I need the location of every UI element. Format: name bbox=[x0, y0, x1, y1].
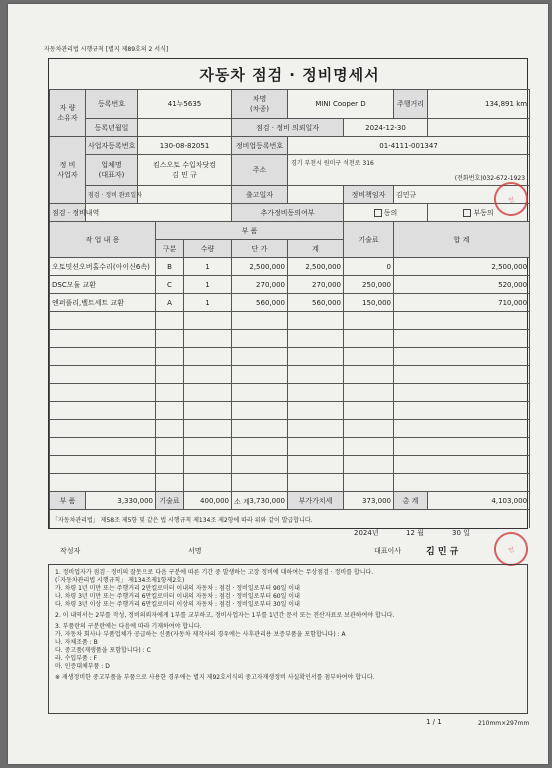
note-line: 가. 자동차 회사나 부품업체가 공급하는 신품(자동차 제작사의 경우에는 사후관리용 보증부품을 포함합니다) : A bbox=[55, 631, 346, 638]
agree-label: 동의 bbox=[383, 208, 398, 217]
completion-date-value bbox=[138, 186, 232, 204]
subtotal-cell bbox=[232, 492, 288, 510]
blank-table-row bbox=[50, 312, 530, 330]
labor-header: 기술료 bbox=[344, 222, 394, 258]
disagree-label: 부동의 bbox=[473, 208, 494, 217]
row-work: DSC모듈 교환 bbox=[50, 276, 156, 294]
blank-table-row bbox=[50, 456, 530, 474]
address-label: 주소 bbox=[232, 155, 288, 186]
row-unit-price: 270,000 bbox=[232, 276, 288, 294]
note-line: 라. 수입부품 : F bbox=[55, 655, 98, 662]
subtotal-value: 3,730,000 bbox=[249, 496, 285, 505]
completion-date-label: 점검 · 정비 완료일자 bbox=[86, 186, 138, 204]
mileage-value: 134,891 km bbox=[428, 90, 530, 119]
blank-table-row bbox=[50, 366, 530, 384]
row-qty: 1 bbox=[184, 276, 232, 294]
model-value: MINI Cooper D bbox=[288, 90, 394, 119]
row-sum: 2,500,000 bbox=[288, 258, 344, 276]
request-date-value: 2024-12-30 bbox=[344, 119, 428, 137]
ceo-label: 대표이사 bbox=[374, 547, 402, 555]
blank-table-row bbox=[50, 420, 530, 438]
consent-label: 추가정비동의여부 bbox=[232, 204, 344, 222]
note-line: 나. 차령 3년 미만 또는 주행거리 6만킬로미터 이내의 자동차 : 점검 · 정비일로부터 60일 이내 bbox=[55, 593, 300, 600]
sum-header: 계 bbox=[288, 240, 344, 258]
address-value: 경기 부천시 원미구 석천로 316 bbox=[291, 160, 374, 167]
repair-content-label: 점검 · 정비내역 bbox=[50, 204, 86, 222]
type-header: 구분 bbox=[156, 240, 184, 258]
blank-table-row bbox=[50, 330, 530, 348]
blank-table-row bbox=[50, 438, 530, 456]
row-total: 2,500,000 bbox=[394, 258, 530, 276]
agree-option[interactable] bbox=[344, 204, 428, 222]
document-page bbox=[8, 4, 548, 764]
document-title: 자동차 점검 · 정비명세서 bbox=[50, 59, 530, 90]
row-unit-price: 2,500,000 bbox=[232, 258, 288, 276]
vat-label: 부가가치세 bbox=[288, 492, 344, 510]
row-work: 오토밋션오버홀수리(아이신6속) bbox=[50, 258, 156, 276]
blank-table-row bbox=[50, 348, 530, 366]
note-line: ※ 재생정비한 중고부품을 부품으로 사용한 경우에는 별지 제92호서식의 중고자재생정비 사실확인서를 첨부하여야 합니다. bbox=[55, 674, 375, 681]
note-line: 다. 차령 3년 이상 또는 주행거리 6만킬로미터 이상의 자동차 : 점검 · 정비일로부터 30일 이내 bbox=[55, 601, 300, 608]
grand-total-value: 4,103,000 bbox=[428, 492, 530, 510]
reg-no-value: 41누5635 bbox=[138, 90, 232, 119]
row-sum: 560,000 bbox=[288, 294, 344, 312]
row-type: C bbox=[156, 276, 184, 294]
phone-value: (전화번호)032-672-1923 bbox=[454, 175, 526, 182]
notes-box bbox=[48, 564, 528, 714]
blank-table-row bbox=[50, 474, 530, 492]
row-labor: 150,000 bbox=[344, 294, 394, 312]
ceo-name: 김 민 규 bbox=[426, 547, 459, 557]
business-name-label: 업체명 (대표자) bbox=[86, 155, 138, 186]
note-line: 3. 부품란의 구분란에는 다음에 따라 기재하여야 합니다. bbox=[55, 623, 202, 630]
row-labor: 0 bbox=[344, 258, 394, 276]
note-line: 2. 이 내역서는 2부를 작성, 정비의뢰자에게 1부를 교부하고, 정비사업자는 1부를 1년간 문서 또는 전산자료로 보관하여야 합니다. bbox=[55, 612, 395, 619]
row-labor: 250,000 bbox=[344, 276, 394, 294]
row-sum: 270,000 bbox=[288, 276, 344, 294]
table-row bbox=[50, 294, 530, 312]
note-line: (「자동차관리법 시행규칙」 제134조제1항제2호) bbox=[55, 577, 185, 584]
shop-reg-label: 정비업등록번호 bbox=[232, 137, 288, 155]
delivery-date-value bbox=[288, 186, 344, 204]
business-name-value: 킴스오토 수입차닷컴 김 민 규 bbox=[138, 155, 232, 186]
row-total: 520,000 bbox=[394, 276, 530, 294]
note-line: 가. 차령 1년 미만 또는 주행거리 2만킬로미터 이내의 자동차 : 점검 · 정비일로부터 90일 이내 bbox=[55, 585, 300, 592]
owner-group-label: 자 량 소유자 bbox=[50, 90, 86, 137]
row-qty: 1 bbox=[184, 258, 232, 276]
table-row bbox=[50, 258, 530, 276]
row-unit-price: 560,000 bbox=[232, 294, 288, 312]
empty-cell bbox=[428, 119, 530, 137]
delivery-date-label: 출고일자 bbox=[232, 186, 288, 204]
parts-header: 부 품 bbox=[156, 222, 344, 240]
grand-total-label: 총 계 bbox=[394, 492, 428, 510]
issue-year: 2024년 bbox=[354, 529, 379, 537]
note-line: 나. 자체조품 : B bbox=[55, 639, 98, 646]
qty-header: 수량 bbox=[184, 240, 232, 258]
company-seal-stamp: 인 bbox=[490, 178, 532, 220]
biz-no-label: 사업자등록번호 bbox=[86, 137, 138, 155]
subtotal-label: 소 계 bbox=[234, 497, 250, 506]
work-header: 작 업 내 용 bbox=[50, 222, 156, 258]
page-number: 1 / 1 bbox=[426, 718, 442, 726]
issue-month: 12 월 bbox=[406, 529, 424, 537]
blank-table-row bbox=[50, 402, 530, 420]
repair-content-value bbox=[86, 204, 232, 222]
manager-label: 정비책임자 bbox=[344, 186, 394, 204]
request-date-label: 점검 · 정비 의뢰일자 bbox=[232, 119, 344, 137]
agree-checkbox[interactable] bbox=[374, 209, 382, 217]
blank-rows bbox=[50, 312, 530, 492]
business-group-label: 정 비 사업자 bbox=[50, 137, 86, 204]
labor-total-label: 기술료 bbox=[156, 492, 184, 510]
row-type: B bbox=[156, 258, 184, 276]
reg-no-label: 등록번호 bbox=[86, 90, 138, 119]
table-row bbox=[50, 276, 530, 294]
ceo-seal-stamp: 인 bbox=[490, 528, 532, 570]
form-header-note: 자동차관리법 시행규칙 [별지 제89호의 2 서식] bbox=[44, 46, 169, 53]
note-line: 다. 중고품(재생품을 포함합니다) : C bbox=[55, 647, 151, 654]
row-type: A bbox=[156, 294, 184, 312]
biz-no-value: 130-08-82051 bbox=[138, 137, 232, 155]
form-grid bbox=[48, 58, 528, 529]
row-work: 엔퍼풀리,벨트세트 교환 bbox=[50, 294, 156, 312]
note-line: 마. 인증대체부품 : D bbox=[55, 663, 110, 670]
row-qty: 1 bbox=[184, 294, 232, 312]
total-header: 합 계 bbox=[394, 222, 530, 258]
mileage-label: 주행거리 bbox=[394, 90, 428, 119]
manager-value: 김민규 bbox=[394, 186, 530, 204]
model-label: 차명 (차종) bbox=[232, 90, 288, 119]
row-total: 710,000 bbox=[394, 294, 530, 312]
parts-total-label: 부 품 bbox=[50, 492, 86, 510]
disagree-checkbox[interactable] bbox=[463, 209, 471, 217]
labor-total-value: 400,000 bbox=[184, 492, 232, 510]
unit-price-header: 단 가 bbox=[232, 240, 288, 258]
reg-date-value bbox=[138, 119, 232, 137]
address-cell bbox=[288, 155, 530, 186]
issue-day: 30 일 bbox=[452, 529, 470, 537]
reg-date-label: 등록년월일 bbox=[86, 119, 138, 137]
shop-reg-value: 01-4111-001347 bbox=[288, 137, 530, 155]
sign-label: 서명 bbox=[188, 547, 202, 555]
parts-total-value: 3,330,000 bbox=[86, 492, 156, 510]
blank-table-row bbox=[50, 384, 530, 402]
paper-size: 210mm×297mm bbox=[478, 720, 530, 727]
vat-value: 373,000 bbox=[344, 492, 394, 510]
note-line: 1. 정비업자가 점검 · 정비의 잘못으로 다음 구분에 따른 기간 중 발생하는 고장 정비에 대하여는 무상점검 · 정비를 합니다. bbox=[55, 569, 374, 576]
statement: 「자동차관리법」 제58조 제5항 및 같은 법 시행규칙 제134조 제2항에 따라 위와 같이 발급합니다. bbox=[50, 510, 530, 529]
writer-label: 작성자 bbox=[60, 547, 81, 555]
